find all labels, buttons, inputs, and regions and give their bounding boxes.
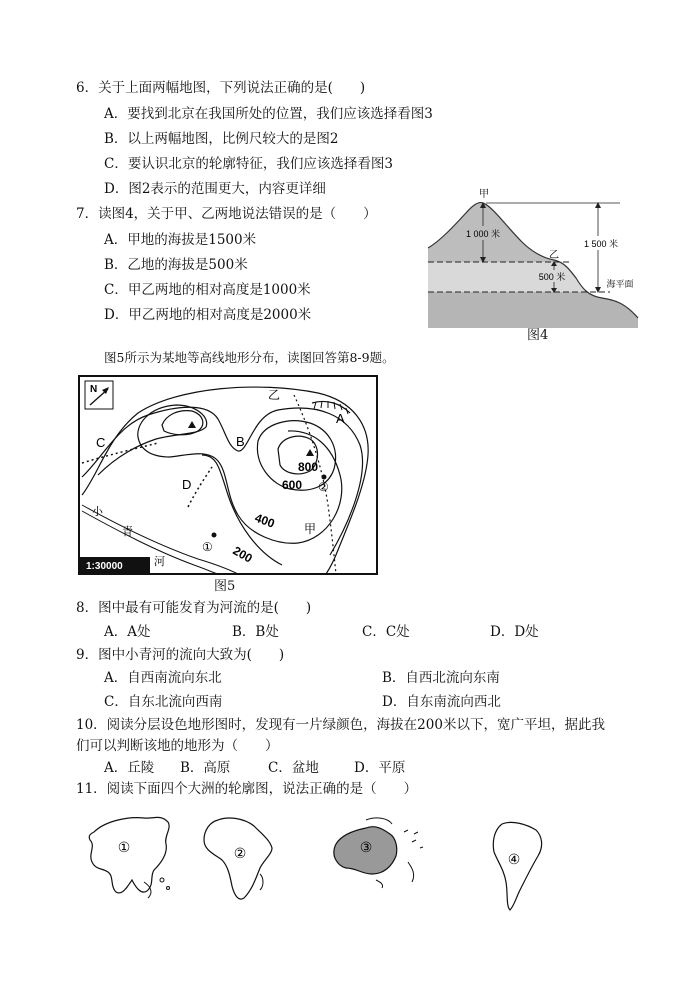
- q6-option-a: A．要找到北京在我国所处的位置，我们应该选择看图3: [104, 106, 433, 122]
- q7-option-c: C．甲乙两地的相对高度是1000米: [104, 282, 311, 298]
- q6-stem: 6．关于上面两幅地图，下列说法正确的是( ): [76, 80, 366, 96]
- q11-stem: 11．阅读下面四个大洲的轮廓图，说法正确的是（ ）: [76, 781, 418, 797]
- q6-option-c: C．要认识北京的轮廓特征，我们应该选择看图3: [104, 156, 393, 172]
- point-2: ②: [318, 480, 329, 494]
- fig4-label-sea-level: 海平面: [606, 279, 634, 289]
- q6-option-b: B．以上两幅地图，比例尺较大的是图2: [104, 131, 339, 147]
- fig4-label-yi: 乙: [549, 250, 559, 261]
- contour-label-400: 400: [252, 510, 277, 531]
- q10-stem-line1: 10．阅读分层设色地形图时，发现有一片绿颜色，海拔在200米以下，宽广平坦，据此我: [76, 717, 605, 733]
- river-label-xiao: 小: [92, 506, 103, 518]
- q8-option-b: B．B处: [232, 624, 279, 640]
- fig5-caption: 图5: [214, 579, 236, 594]
- river-label-he: 河: [154, 556, 165, 568]
- q9-option-a: A．自西南流向东北: [104, 670, 222, 686]
- figure-5-contour-map: [78, 375, 378, 575]
- q10-option-b: B．高原: [180, 760, 231, 776]
- fig4-label-1500: 1 500 米: [583, 239, 619, 249]
- q9-option-c: C．自东北流向西南: [104, 694, 223, 710]
- point-1: ①: [202, 540, 213, 554]
- fig4-label-500: 500 米: [538, 272, 566, 282]
- fig4-label-1000: 1 000 米: [465, 229, 501, 239]
- fig4-caption: 图4: [527, 328, 549, 343]
- q8-stem: 8．图中最有可能发育为河流的是( ): [76, 600, 312, 616]
- contour-label-600: 600: [282, 478, 303, 492]
- continent-3-oceania: [326, 812, 426, 892]
- map-label-a: A: [336, 411, 345, 426]
- q8-option-c: C．C处: [362, 624, 410, 640]
- continent-label-1: ①: [117, 839, 131, 855]
- map-label-jia: 甲: [304, 522, 317, 536]
- q7-option-d: D．甲乙两地的相对高度是2000米: [104, 307, 312, 323]
- q10-option-a: A．丘陵: [104, 760, 155, 776]
- continent-2-africa: [198, 812, 278, 904]
- q7-option-b: B．乙地的海拔是500米: [104, 257, 248, 273]
- continent-label-4: ④: [507, 851, 521, 867]
- contour-label-200: 200: [230, 543, 255, 566]
- q8-option-a: A．A处: [104, 624, 151, 640]
- continent-label-2: ②: [233, 845, 247, 861]
- q10-stem-line2: 们可以判断该地的地形为（ ）: [76, 738, 279, 754]
- fig4-label-jia: 甲: [479, 189, 489, 200]
- map-label-yi: 乙: [268, 388, 281, 402]
- q7-option-a: A．甲地的海拔是1500米: [104, 232, 257, 248]
- intro-questions-8-9: 图5所示为某地等高线地形分布，读图回答第8-9题。: [104, 350, 395, 365]
- continent-4-south-america: [488, 818, 548, 914]
- map-label-d: D: [182, 477, 192, 492]
- continent-1-asia: [80, 810, 180, 910]
- q8-option-d: D．D处: [490, 624, 539, 640]
- continent-label-3: ③: [359, 839, 373, 855]
- map-scale: 1:30000: [86, 561, 123, 572]
- q7-stem: 7．读图4，关于甲、乙两地说法错误的是（ ）: [76, 206, 377, 222]
- map-label-b: B: [236, 434, 245, 449]
- q9-option-d: D．自东南流向西北: [382, 694, 501, 710]
- figure-4-profile: [420, 186, 650, 328]
- contour-label-800: 800: [298, 460, 319, 474]
- river-label-qing: 青: [122, 526, 133, 538]
- map-label-c: C: [96, 435, 106, 450]
- north-label: N: [90, 384, 98, 395]
- q10-option-d: D．平原: [354, 760, 406, 776]
- q10-option-c: C．盆地: [268, 760, 319, 776]
- q9-option-b: B．自西北流向东南: [382, 670, 500, 686]
- q6-option-d: D．图2表示的范围更大，内容更详细: [104, 181, 326, 197]
- q9-stem: 9．图中小青河的流向大致为( ): [76, 647, 285, 663]
